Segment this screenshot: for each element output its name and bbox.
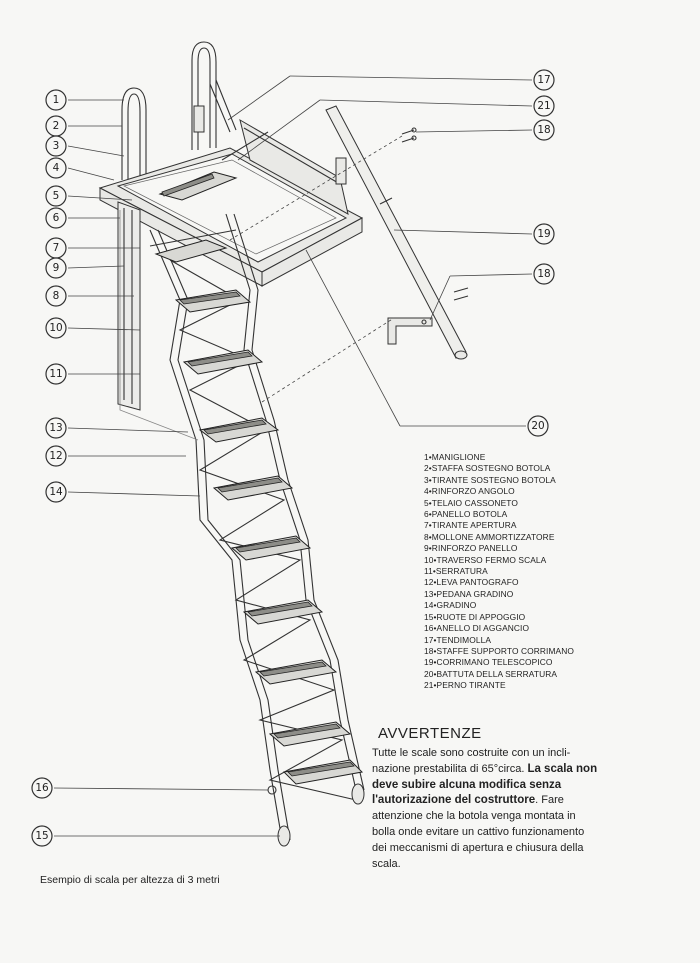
support-wheels [278, 784, 364, 846]
legend-item: 14•GRADINO [424, 600, 477, 611]
warning-text-intro: Tutte le scale sono costruite con un incli-nazione prestabilita di 65°circa. [372, 747, 571, 775]
legend-item: 3•TIRANTE SOSTEGNO BOTOLA [424, 474, 556, 485]
legend-item: 12•LEVA PANTOGRAFO [424, 577, 519, 588]
legend-item: 13•PEDANA GRADINO [424, 588, 514, 599]
svg-text:8: 8 [52, 290, 60, 302]
callout-14 [46, 482, 66, 502]
callout-4 [46, 158, 66, 178]
legend-item: 5•TELAIO CASSONETO [424, 497, 518, 508]
legend-item: 8•MOLLONE AMMORTIZZATORE [424, 531, 555, 542]
figure-caption: Esempio di scala per altezza di 3 metri [40, 874, 220, 886]
svg-text:3: 3 [52, 140, 60, 152]
callout-21 [534, 96, 554, 116]
legend-item: 15•RUOTE DI APPOGGIO [424, 611, 526, 622]
tread [200, 418, 278, 442]
legend-item: 18•STAFFE SUPPORTO CORRIMANO [424, 645, 574, 656]
hook-ring [268, 786, 276, 794]
warning-text-bold: La scala non deve subire alcuna modifica senza l'autorizazione del costruttore [372, 762, 598, 807]
svg-text:13: 13 [49, 422, 63, 434]
legend-item: 20•BATTUTA DELLA SERRATURA [424, 668, 558, 679]
callout-19 [534, 224, 554, 244]
svg-text:18: 18 [537, 268, 551, 280]
callout-13 [46, 418, 66, 438]
svg-text:9: 9 [52, 262, 60, 274]
legend-item: 17•TENDIMOLLA [424, 634, 492, 645]
legend-item: 16•ANELLO DI AGGANCIO [424, 623, 530, 634]
callout-2 [46, 116, 66, 136]
callout-10 [46, 318, 66, 338]
svg-text:12: 12 [49, 450, 63, 462]
warning-text [372, 746, 600, 872]
legend-item: 1•MANIGLIONE [424, 452, 486, 462]
svg-text:18: 18 [537, 124, 551, 136]
callout-17 [534, 70, 554, 90]
svg-text:19: 19 [537, 228, 551, 240]
parts-legend [424, 452, 644, 692]
callout-8 [46, 286, 66, 306]
legend-item: 7•TIRANTE APERTURA [424, 520, 517, 531]
callout-12 [46, 446, 66, 466]
tread [284, 760, 362, 784]
callout-20 [528, 416, 548, 436]
callout-11 [46, 364, 66, 384]
svg-text:4: 4 [52, 162, 60, 174]
bolts [402, 128, 416, 142]
grab-handle-left [122, 88, 146, 180]
callout-5 [46, 186, 66, 206]
legend-item: 10•TRAVERSO FERMO SCALA [424, 554, 547, 565]
svg-text:10: 10 [49, 322, 63, 334]
tread [256, 660, 336, 684]
ladder-stringers [150, 214, 364, 840]
warning-text-rest: . Fare attenzione che la botola venga montata in bolla onde evitare un cattivo funzionamento dei meccanismi di apertura e chiusura della scala. [372, 794, 585, 870]
callout-3 [46, 136, 66, 156]
legend-item: 6•PANELLO BOTOLA [424, 509, 508, 520]
svg-text:14: 14 [49, 486, 63, 498]
grab-handle-right [192, 42, 236, 150]
legend-item: 9•RINFORZO PANELLO [424, 543, 518, 554]
callout-18-upper [534, 120, 554, 140]
side-panel [118, 202, 140, 410]
legend-item: 21•PERNO TIRANTE [424, 680, 506, 691]
warning-title: AVVERTENZE [378, 725, 482, 742]
svg-text:21: 21 [537, 100, 551, 112]
legend-item: 11•SERRATURA [424, 566, 488, 577]
tread [176, 290, 250, 312]
svg-text:7: 7 [52, 242, 60, 254]
svg-text:6: 6 [52, 212, 60, 224]
legend-item: 2•STAFFA SOSTEGNO BOTOLA [424, 463, 551, 474]
svg-text:5: 5 [52, 190, 60, 202]
svg-text:11: 11 [49, 368, 63, 380]
legend-item: 19•CORRIMANO TELESCOPICO [424, 657, 553, 668]
tread [232, 536, 310, 560]
callout-7 [46, 238, 66, 258]
callout-18-lower [534, 264, 554, 284]
svg-text:1: 1 [52, 94, 60, 106]
callout-6 [46, 208, 66, 228]
callout-9 [46, 258, 66, 278]
svg-text:20: 20 [531, 420, 545, 432]
callout-15 [32, 826, 52, 846]
callout-1 [46, 90, 66, 110]
legend-item: 4•RINFORZO ANGOLO [424, 486, 515, 497]
svg-text:15: 15 [35, 830, 49, 842]
svg-text:16: 16 [35, 782, 49, 794]
svg-text:17: 17 [537, 74, 551, 86]
callout-16 [32, 778, 52, 798]
svg-text:2: 2 [52, 120, 60, 132]
